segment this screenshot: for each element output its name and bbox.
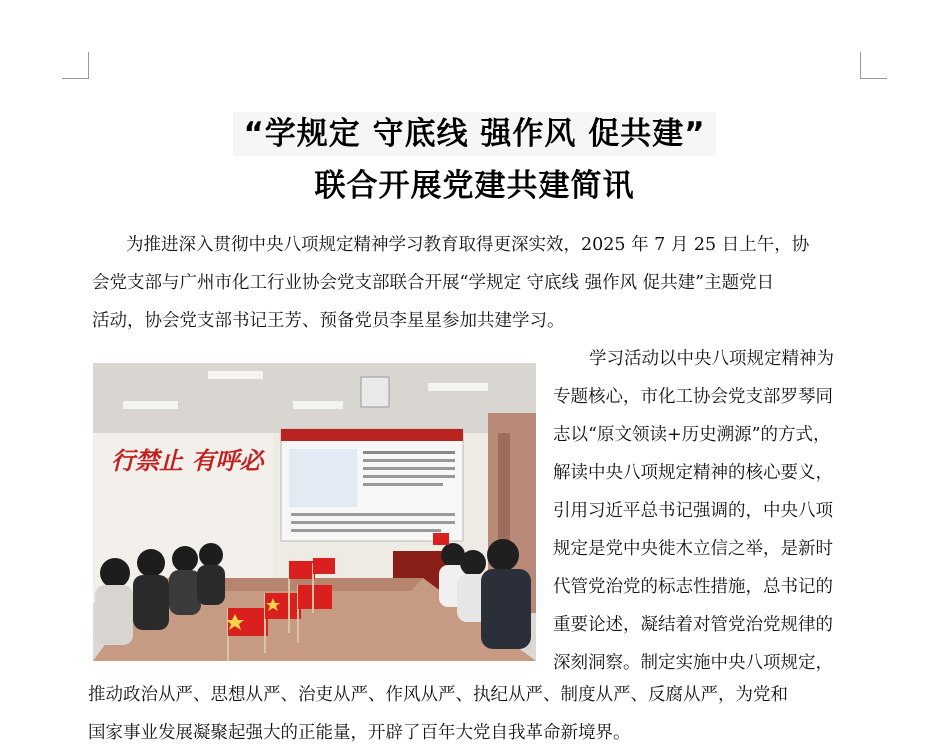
text-line: 引用习近平总书记强调的，中央八项 — [553, 501, 833, 521]
crop-mark-top-left — [88, 52, 89, 79]
document-title-line2: 联合开展党建共建简讯 — [314, 168, 635, 204]
text-line: 学习活动以中央八项规定精神为 — [589, 349, 834, 369]
crop-mark-top-right — [860, 78, 887, 79]
paragraph-continuation — [88, 676, 868, 752]
text-line: 解读中央八项规定精神的核心要义， — [553, 463, 833, 483]
crop-mark-top-right — [860, 52, 861, 79]
text-line: 规定是党中央徙木立信之举，是新时 — [553, 539, 833, 559]
text-line: 代管党治党的标志性措施，总书记的 — [553, 577, 833, 597]
text-line: 国家事业发展凝聚起强大的正能量，开辟了百年大党自我革命新境界。 — [88, 723, 631, 743]
text-line: 会党支部与广州市化工行业协会党支部联合开展“学规定 守底线 强作风 促共建”主题党日 — [92, 273, 775, 293]
wall-slogan-text: 行禁止 有呼必 — [111, 446, 264, 475]
document-title-line1: “学规定 守底线 强作风 促共建” — [0, 108, 949, 153]
paragraph-study — [553, 340, 863, 682]
text-line: 推动政治从严、思想从严、治吏从严、作风从严、执纪从严、制度从严、反腐从严，为党和 — [88, 685, 788, 705]
text-line: 为推进深入贯彻中央八项规定精神学习教育取得更深实效，2025 年 7 月 25 日上午，协 — [126, 235, 810, 255]
text-line: 志以“原文领读+历史溯源”的方式， — [553, 425, 831, 445]
text-line: 深刻洞察。制定实施中央八项规定， — [553, 653, 833, 673]
text-line: 专题核心，市化工协会党支部罗琴同 — [553, 387, 833, 407]
text-line: 活动，协会党支部书记王芳、预备党员李星星参加共建学习。 — [92, 311, 565, 331]
crop-mark-top-left — [62, 78, 89, 79]
meeting-photo — [93, 363, 536, 661]
paragraph-intro — [92, 226, 862, 340]
text-line: 重要论述，凝结着对管党治党规律的 — [553, 615, 833, 635]
